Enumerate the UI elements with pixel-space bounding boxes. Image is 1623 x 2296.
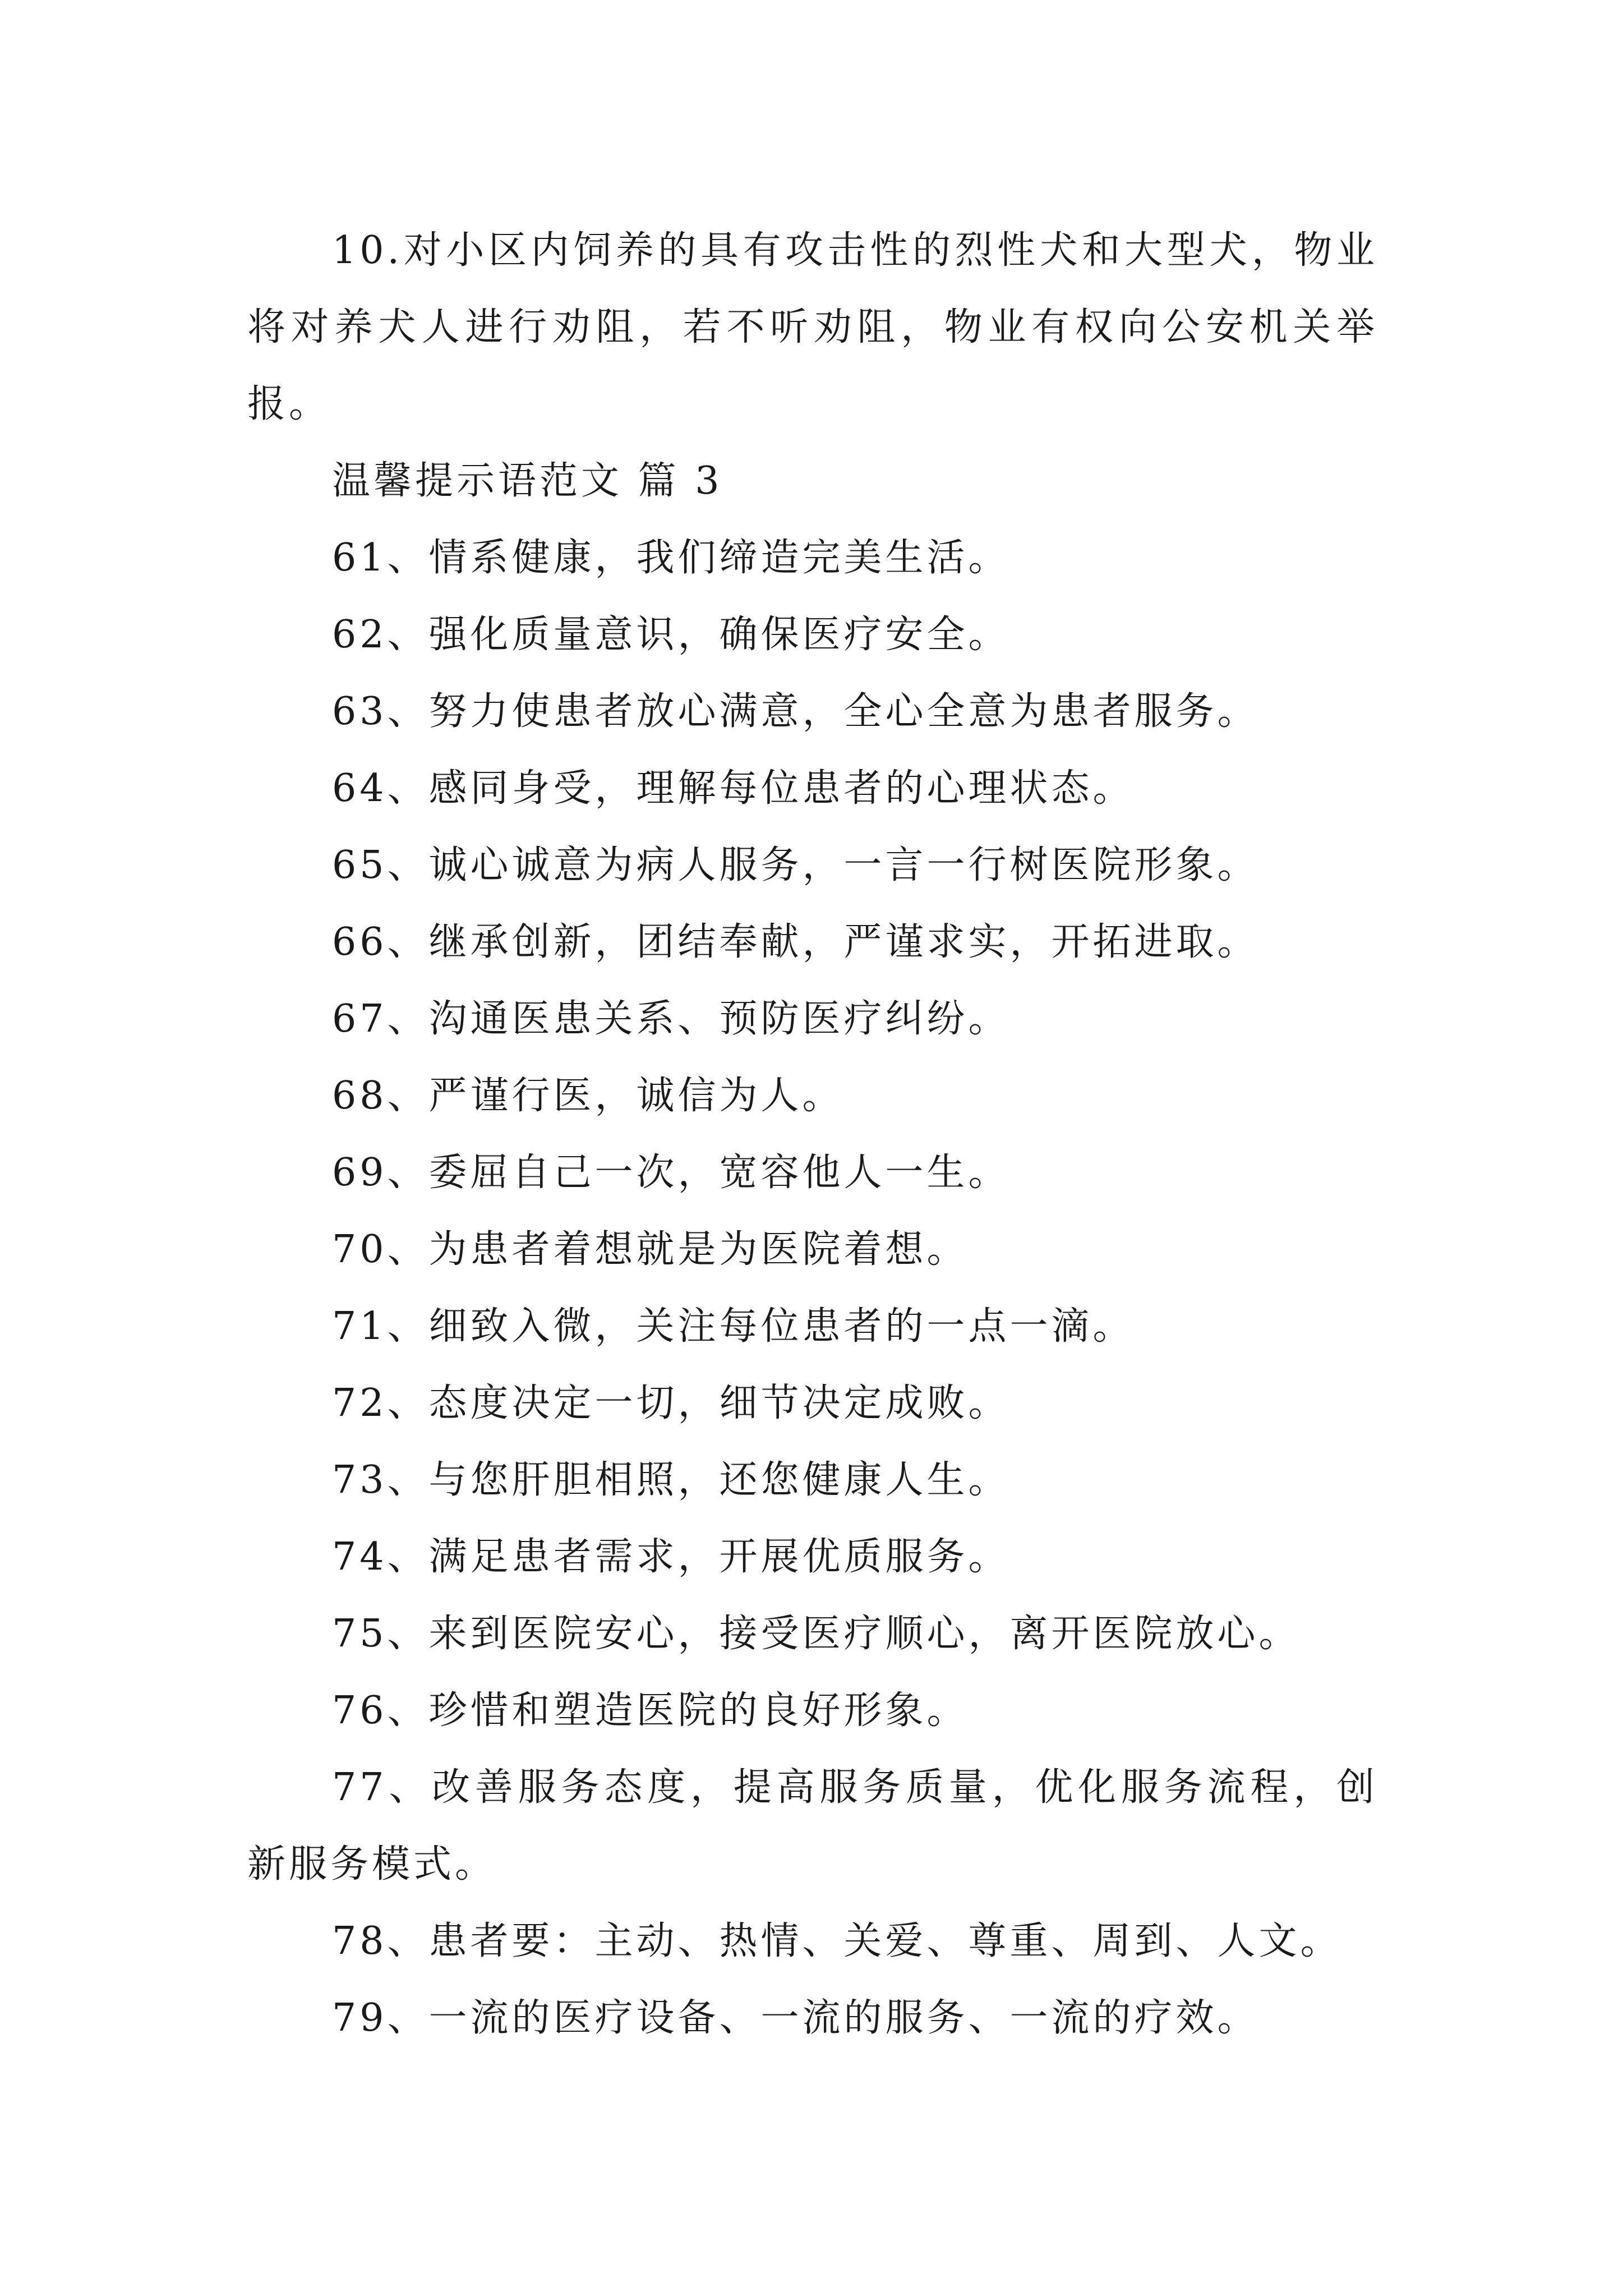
list-item: 79、一流的医疗设备、一流的服务、一流的疗效。 [332,1996,1259,2040]
list-item: 76、珍惜和塑造医院的良好形象。 [332,1688,969,1733]
list-item: 62、强化质量意识，确保医疗安全。 [332,613,1010,657]
list-item: 74、满足患者需求，开展优质服务。 [332,1535,1010,1579]
intro-paragraph: 10.对小区内饲养的具有攻击性的烈性犬和大型犬，物业将对养犬人进行劝阻，若不听劝阻，物业有权向公安机关举报。 [247,228,1378,426]
document-body [247,212,1391,2056]
section-title: 温馨提示语范文 篇 3 [332,459,723,503]
list-item: 75、来到医院安心，接受医疗顺心，离开医院放心。 [332,1612,1301,1656]
list-item: 78、患者要：主动、热情、关爱、尊重、周到、人文。 [332,1919,1342,1963]
list-item: 65、诚心诚意为病人服务，一言一行树医院形象。 [332,843,1259,887]
list-item: 70、为患者着想就是为医院着想。 [332,1227,969,1272]
list-item: 68、严谨行医，诚信为人。 [332,1074,844,1118]
list-item: 66、继承创新，团结奉献，严谨求实，开拓进取。 [332,920,1259,964]
list-item: 71、细致入微，关注每位患者的一点一滴。 [332,1304,1135,1349]
list-item: 77、改善服务态度，提高服务质量，优化服务流程，创新服务模式。 [247,1765,1378,1887]
list-item: 61、情系健康，我们缔造完美生活。 [332,536,1010,580]
list-item: 73、与您肝胆相照，还您健康人生。 [332,1458,1010,1502]
list-item: 72、态度决定一切，细节决定成败。 [332,1381,1010,1425]
list-item: 63、努力使患者放心满意，全心全意为患者服务。 [332,689,1259,734]
list-item: 69、委屈自己一次，宽容他人一生。 [332,1151,1010,1195]
list-item: 67、沟通医患关系、预防医疗纠纷。 [332,997,1010,1041]
list-item: 64、感同身受，理解每位患者的心理状态。 [332,766,1135,811]
